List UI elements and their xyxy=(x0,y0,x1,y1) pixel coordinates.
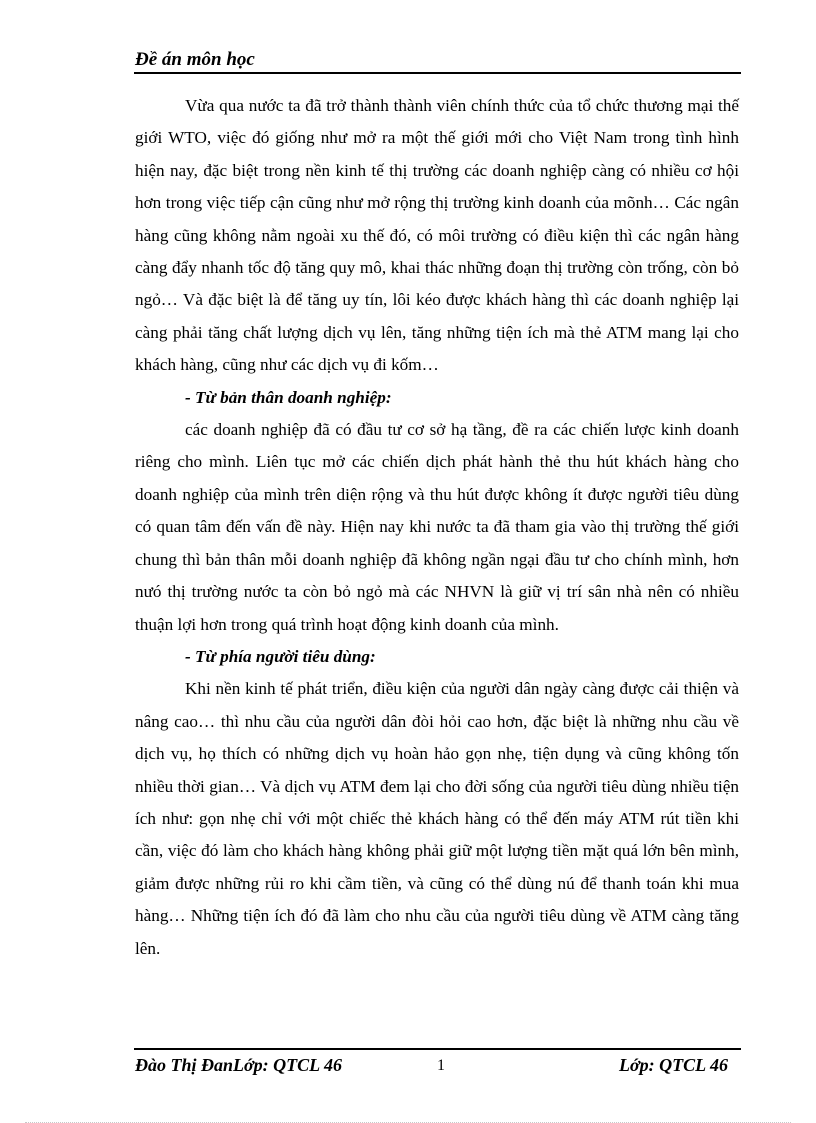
page-header-title: Đề án môn học xyxy=(135,49,255,70)
header-divider xyxy=(134,72,741,74)
footer-author: Đào Thị ĐanLớp: QTCL 46 xyxy=(135,1055,342,1075)
body-paragraph: Vừa qua nước ta đã trở thành thành viên chính thức của tổ chức thương mại thế giới WTO, việc đó giống như mở ra một thế giới mới cho Việt Nam trong tình hình hiện nay, đặc biệt trong nền kinh tế thị trường các doanh nghiệp càng có nhiều cơ hội hơn trong việc tiếp cận cũng như mở rộng thị trường kinh doanh của mõnh… Các ngân hàng cũng không nằm ngoài xu thế đó, có môi trường có điều kiện thì các ngân hàng càng đẩy nhanh tốc độ tăng quy mô, khai thác những đoạn thị trường còn trống, còn bỏ ngỏ… Và đặc biệt là để tăng uy tín, lôi kéo được khách hàng thì các doanh nghiệp lại càng phải tăng chất lượng dịch vụ lên, tăng những tiện ích mà thẻ ATM mang lại cho khách hàng, cũng như các dịch vụ đi kốm… xyxy=(135,96,739,375)
page-body xyxy=(135,90,739,965)
page-number: 1 xyxy=(437,1057,445,1074)
section-heading: - Từ phía người tiêu dùng: xyxy=(185,646,376,666)
body-paragraph: các doanh nghiệp đã có đầu tư cơ sở hạ tầng, đề ra các chiến lược kinh doanh riêng cho mình. Liên tục mở các chiến dịch phát hành thẻ thu hút khách hàng cho doanh nghiệp của mình trên diện rộng và thu hút được không ít được người tiêu dùng có quan tâm đến vấn đề này. Hiện nay khi nước ta đã tham gia vào thị trường thế giới chung thì bản thân mỗi doanh nghiệp đã không ngần ngại đầu tư cho chính mình, hơn nưó thị trường nước ta còn bỏ ngỏ mà các NHVN là giữ vị trí sân nhà nên có nhiều thuận lợi hơn trong quá trình hoạt động kinh doanh của mình. xyxy=(135,420,739,634)
footer-divider xyxy=(134,1048,741,1050)
footer-class: Lớp: QTCL 46 xyxy=(619,1055,728,1075)
section-heading: - Từ bản thân doanh nghiệp: xyxy=(185,387,392,407)
body-paragraph: Khi nền kinh tế phát triển, điều kiện của người dân ngày càng được cải thiện và nâng cao… thì nhu cầu của người dân đòi hỏi cao hơn, đặc biệt là những nhu cầu về dịch vụ, họ thích có những dịch vụ hoàn hảo gọn nhẹ, tiện dụng và cũng không tốn nhiều thời gian… Và dịch vụ ATM đem lại cho đời sống của người tiêu dùng nhiều tiện ích như: gọn nhẹ chỉ với một chiếc thẻ khách hàng có thể đến máy ATM rút tiền khi cần, việc đó làm cho khách hàng không phải giữ một lượng tiền mặt quá lớn bên mình, giảm được những rủi ro khi cầm tiền, và cũng có thể dùng nú để thanh toán khi mua hàng… Những tiện ích đó đã làm cho nhu cầu của người tiêu dùng về ATM càng tăng lên. xyxy=(135,679,739,958)
